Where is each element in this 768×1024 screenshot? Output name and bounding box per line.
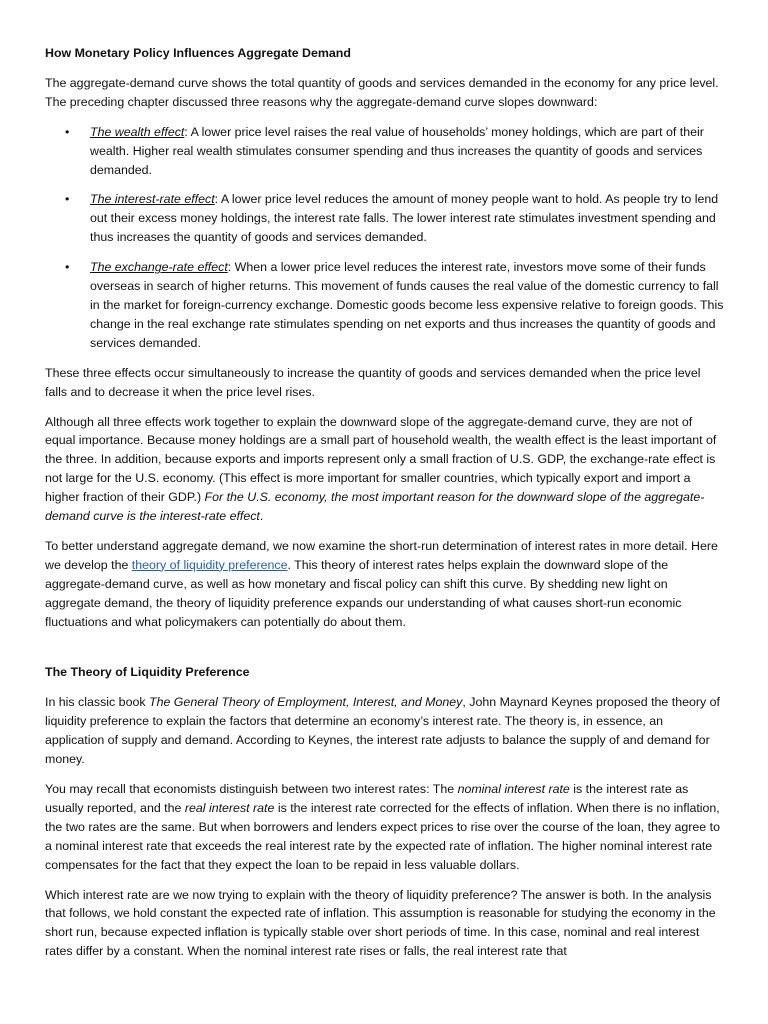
importance-paragraph xyxy=(45,413,725,526)
book-title: The General Theory of Employment, Interest, and Money xyxy=(149,695,463,710)
which-rate-paragraph: Which interest rate are we now trying to explain with the theory of liquidity preference? The answer is both. In the analysis that follows, we hold constant the expected rate of inflation. This assumption is reasonable for studying the economy in the short run, because expected inflation is typically stable over short periods of time. In this case, nominal and real interest rates differ by a constant. When the nominal interest rate rises or falls, the real interest rate that xyxy=(45,887,716,959)
paragraph-text: is the interest rate as usually reported, and the xyxy=(45,782,689,815)
paragraph-end: . xyxy=(259,509,264,524)
document-page xyxy=(45,44,725,972)
effects-list xyxy=(45,123,725,353)
list-item-text: When a lower price level reduces the interest rate, investors move some of their funds overseas in search of higher returns. This movement of funds causes the real value of the domestic currency to fall in the market for foreign-currency exchange. Domestic goods become less expensive relative to foreign goods. This change in the real exchange rate stimulates spending on net exports and thus increases the quantity of goods and services demanded. xyxy=(90,260,724,350)
list-item-wealth-effect xyxy=(45,123,725,180)
term-real-interest-rate: real interest rate xyxy=(184,800,275,815)
bullet-icon: • xyxy=(65,124,70,139)
paragraph-text: Although all three effects work together to explain the downward slope of the aggregate-demand curve, they are not of equal importance. Because money holdings are a small part of household wealth, the wealth effect is the least important of the three. In addition, because exports and imports represent only a small fraction of U.S. GDP, the exchange-rate effect is not large for the U.S. economy. (This effect is more important for smaller countries, which typically export and import a higher fraction of their GDP.) xyxy=(45,414,717,505)
emphasis-text: For the U.S. economy, the most important reason for the downward slope of the aggregate-demand curve is the interest-rate effect xyxy=(45,490,705,524)
section-heading-monetary-policy: How Monetary Policy Influences Aggregate Demand xyxy=(45,46,351,60)
paragraph-text: , John Maynard Keynes proposed the theory of liquidity preference to explain the factors that determine an economy’s interest rate. The theory is, in essence, an application of supply and demand. According to Keynes, the interest rate adjusts to balance the supply of and demand for money. xyxy=(45,695,720,767)
term-nominal-interest-rate: nominal interest rate xyxy=(457,782,570,796)
interest-rates-paragraph xyxy=(45,780,725,875)
bullet-icon: • xyxy=(65,192,70,207)
simultaneous-effects-paragraph: These three effects occur simultaneously to increase the quantity of goods and services demanded when the price level falls and to decrease it when the price level rises. xyxy=(45,365,701,399)
paragraph-text: . This theory of interest rates helps explain the downward slope of the aggregate-demand curve, as well as how monetary and fiscal policy can shift this curve. By shedding new light on aggregate demand, the theory of liquidity preference expands our understanding of what causes short-run economic fluctuations and what policymakers can potentially do about them. xyxy=(45,557,682,629)
liquidity-intro-paragraph xyxy=(45,537,725,632)
term-separator: : xyxy=(214,192,221,207)
term-separator: : xyxy=(184,124,191,139)
term-interest-rate-effect: The interest-rate effect xyxy=(90,192,215,207)
list-item-exchange-rate-effect xyxy=(45,258,725,353)
intro-paragraph: The aggregate-demand curve shows the total quantity of goods and services demanded in the economy for any price level. The preceding chapter discussed three reasons why the aggregate-demand curve slopes downward: xyxy=(45,75,719,109)
list-item-text: A lower price level reduces the amount of money people want to hold. As people try to lend out their excess money holdings, the interest rate falls. The lower interest rate stimulates investment spending and thus increases the quantity of goods and services demanded. xyxy=(90,192,719,245)
term-exchange-rate-effect: The exchange-rate effect xyxy=(90,260,228,275)
paragraph-text: To better understand aggregate demand, we now examine the short-run determination of interest rates in more detail. Here we develop the xyxy=(45,538,718,572)
liquidity-preference-link[interactable]: theory of liquidity preference xyxy=(131,557,288,572)
section-heading-liquidity-preference: The Theory of Liquidity Preference xyxy=(45,665,250,680)
list-item-interest-rate-effect xyxy=(45,190,725,247)
term-separator: : xyxy=(227,260,235,275)
keynes-paragraph xyxy=(45,693,725,769)
list-item-text: A lower price level raises the real value of households’ money holdings, which are part of their wealth. Higher real wealth stimulates consumer spending and thus increases the quantity of goods and services demanded. xyxy=(90,124,704,177)
paragraph-text: You may recall that economists distinguish between two interest rates: The xyxy=(45,782,458,796)
paragraph-text: In his classic book xyxy=(45,695,149,710)
bullet-icon: • xyxy=(65,260,70,275)
term-wealth-effect: The wealth effect xyxy=(90,124,185,139)
paragraph-text: is the interest rate corrected for the effects of inflation. When there is no inflation, the two rates are the same. But when borrowers and lenders expect prices to rise over the course of the loan, they agree to a nominal interest rate that exceeds the real interest rate by the expected rate of inflation. The higher nominal interest rate compensates for the fact that they expect the loan to be repaid in less valuable dollars. xyxy=(45,800,720,872)
